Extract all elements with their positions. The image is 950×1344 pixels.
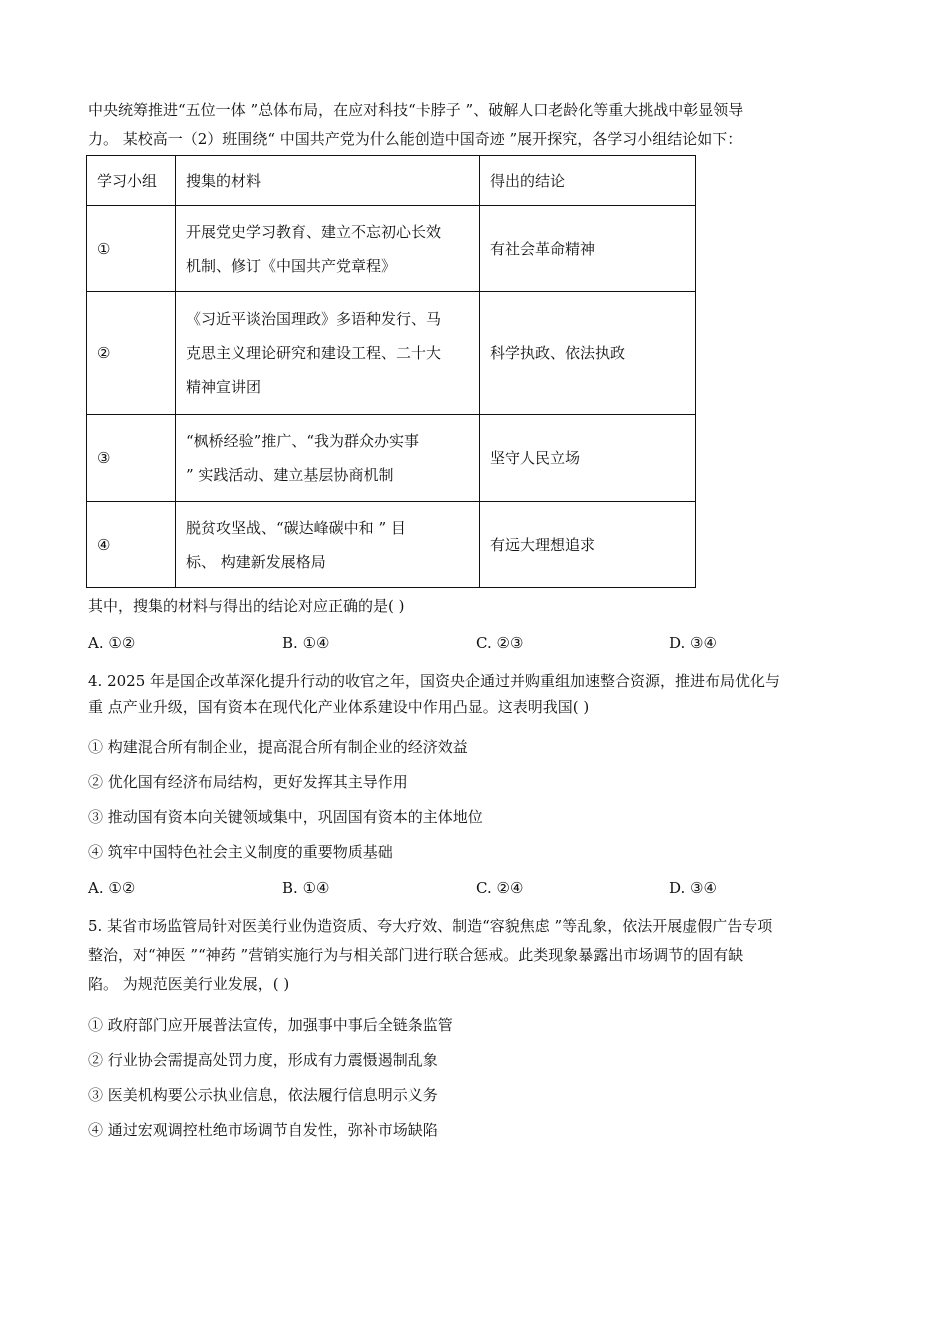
q5-stem-line-3: 陷。 为规范医美行业发展，( ): [88, 975, 290, 993]
material-cell: [176, 415, 480, 502]
conclusion-cell: 科学执政、依法执政: [480, 292, 696, 415]
option-letter: C.: [476, 879, 492, 897]
q4-option-a[interactable]: [88, 878, 135, 898]
q3-question: 其中，搜集的材料与得出的结论对应正确的是( ): [88, 597, 405, 615]
study-group-table: [86, 155, 696, 588]
table-row: [87, 415, 696, 502]
option-letter: D.: [669, 879, 686, 897]
group-cell: ①: [87, 206, 176, 292]
q5-item-3: ③ 医美机构要公示执业信息，依法履行信息明示义务: [88, 1086, 438, 1104]
conclusion-cell: 坚守人民立场: [480, 415, 696, 502]
option-text: ①④: [302, 634, 330, 652]
material-line: 精神宣讲团: [186, 378, 262, 396]
option-letter: D.: [669, 634, 686, 652]
material-cell: [176, 206, 480, 292]
conclusion-cell: 有社会革命精神: [480, 206, 696, 292]
q4-option-c[interactable]: [476, 878, 523, 898]
table-header-cell: 得出的结论: [480, 156, 696, 206]
conclusion-cell: 有远大理想追求: [480, 502, 696, 588]
material-line: ” 实践活动、建立基层协商机制: [186, 466, 394, 484]
material-cell: [176, 502, 480, 588]
q4-options: [88, 878, 788, 898]
option-text: ①②: [108, 879, 136, 897]
option-text: ①④: [302, 879, 330, 897]
material-line: 《习近平谈治国理政》多语种发行、马: [186, 310, 442, 328]
material-line: 标、 构建新发展格局: [186, 552, 326, 571]
option-letter: A.: [88, 879, 104, 897]
group-cell: ③: [87, 415, 176, 502]
q5-stem-line-1: 5. 某省市场监管局针对医美行业伪造资质、夸大疗效、制造“容貌焦虑 ”等乱象，依法开展虚假广告专项: [88, 917, 773, 935]
q3-stem-line-2: 力。 某校高一（2）班围绕“ 中国共产党为什么能创造中国奇迹 ”展开探究，各学习小组结论如下：: [88, 130, 743, 148]
q3-option-c[interactable]: [476, 633, 523, 653]
q3-options: [88, 633, 788, 653]
q3-stem-line-1: 中央统筹推进“五位一体 ”总体布局，在应对科技“卡脖子 ”、破解人口老龄化等重大挑战中彰显领导: [88, 101, 744, 119]
q4-stem-line-1: 4. 2025 年是国企改革深化提升行动的收官之年，国资央企通过并购重组加速整合资源，推进布局优化与: [88, 672, 781, 690]
material-line: 脱贫攻坚战、“碳达峰碳中和 ” 目: [186, 518, 406, 537]
material-line: “枫桥经验”推广、“我为群众办实事: [186, 432, 420, 450]
material-line: 机制、修订《中国共产党章程》: [186, 256, 397, 275]
option-letter: B.: [282, 634, 298, 652]
q4-stem-line-2: 重 点产业升级，国有资本在现代化产业体系建设中作用凸显。这表明我国( ): [88, 698, 590, 716]
q5-item-1: ① 政府部门应开展普法宣传，加强事中事后全链条监管: [88, 1016, 453, 1034]
table-header-row: [87, 156, 696, 206]
option-text: ①②: [108, 634, 136, 652]
q4-item-2: ② 优化国有经济布局结构，更好发挥其主导作用: [88, 773, 408, 791]
q5-item-4: ④ 通过宏观调控杜绝市场调节自发性，弥补市场缺陷: [88, 1121, 438, 1139]
option-letter: B.: [282, 879, 298, 897]
material-cell: [176, 292, 480, 415]
option-text: ②④: [496, 879, 524, 897]
option-text: ②③: [496, 634, 524, 652]
q4-item-1: ① 构建混合所有制企业，提高混合所有制企业的经济效益: [88, 738, 468, 756]
option-text: ③④: [690, 879, 717, 897]
option-letter: C.: [476, 634, 492, 652]
q4-option-d[interactable]: [669, 878, 717, 898]
material-line: 克思主义理论研究和建设工程、二十大: [186, 344, 442, 362]
q3-option-d[interactable]: [669, 633, 717, 653]
material-line: 开展党史学习教育、建立不忘初心长效: [186, 222, 442, 241]
table-header-cell: 学习小组: [87, 156, 176, 206]
q4-option-b[interactable]: [282, 878, 329, 898]
q4-item-3: ③ 推动国有资本向关键领域集中，巩固国有资本的主体地位: [88, 808, 483, 826]
q5-item-2: ② 行业协会需提高处罚力度，形成有力震慑遏制乱象: [88, 1051, 438, 1069]
table-row: [87, 502, 696, 588]
q4-item-4: ④ 筑牢中国特色社会主义制度的重要物质基础: [88, 843, 393, 861]
option-letter: A.: [88, 634, 104, 652]
table-row: [87, 292, 696, 415]
table-header-cell: 搜集的材料: [176, 156, 480, 206]
group-cell: ②: [87, 292, 176, 415]
q3-option-a[interactable]: [88, 633, 135, 653]
option-text: ③④: [690, 634, 717, 652]
q5-stem-line-2: 整治，对“神医 ”“神药 ”营销实施行为与相关部门进行联合惩戒。此类现象暴露出市场调节的固有缺: [88, 946, 744, 964]
group-cell: ④: [87, 502, 176, 588]
table-row: [87, 206, 696, 292]
q3-option-b[interactable]: [282, 633, 329, 653]
